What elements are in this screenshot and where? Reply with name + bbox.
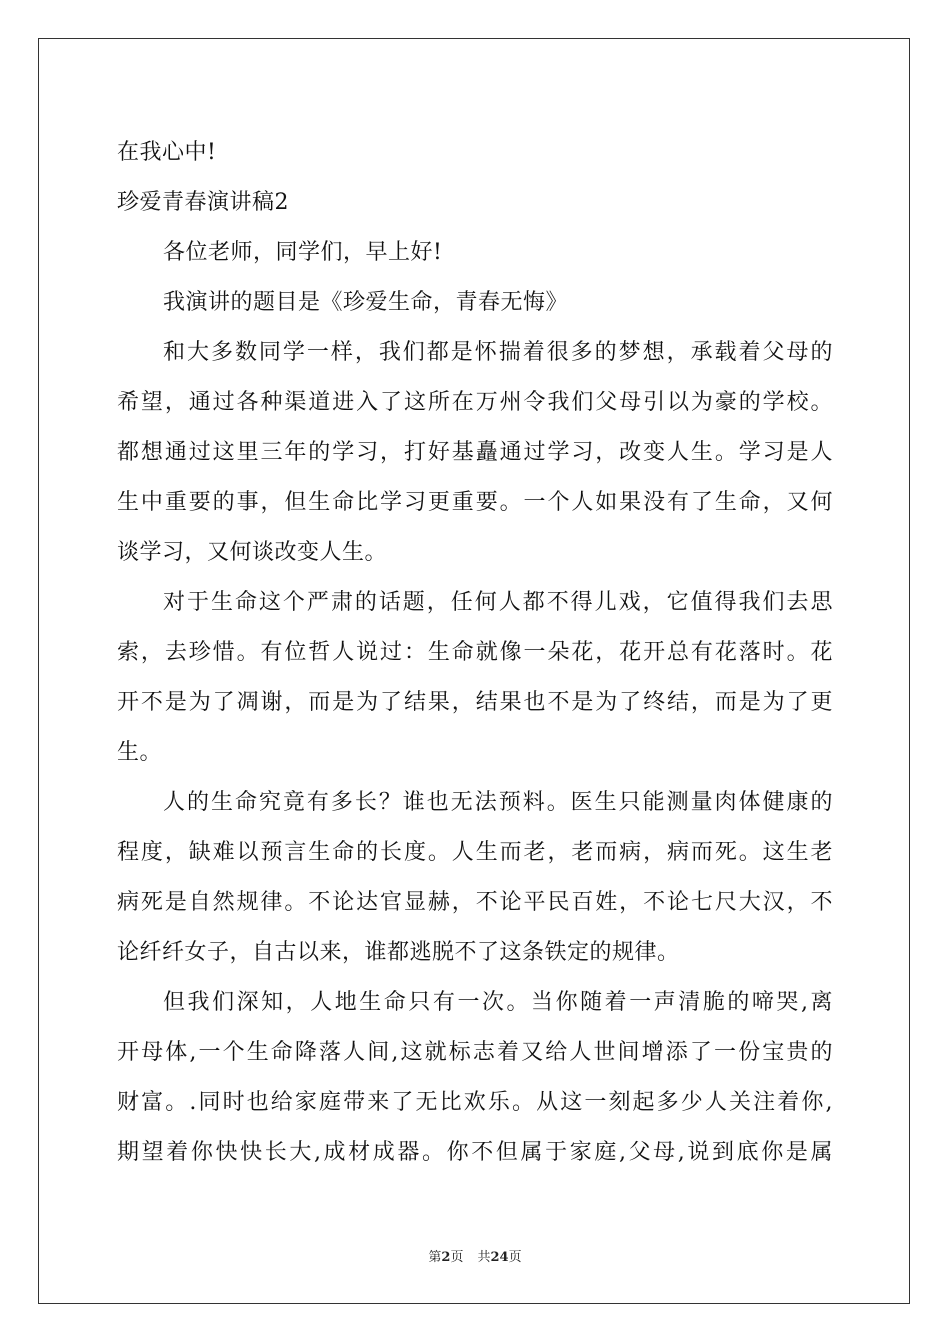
text-line: 开不是为了凋谢，而是为了结果，结果也不是为了终结，而是为了更 bbox=[117, 690, 833, 715]
text-line: 各位老师，同学们，早上好! bbox=[163, 240, 443, 265]
text-line: 人的生命究竟有多长？谁也无法预料。医生只能测量肉体健康的 bbox=[163, 790, 833, 815]
text-line: 都想通过这里三年的学习，打好基矗通过学习，改变人生。学习是人 bbox=[117, 440, 833, 465]
total-prefix: 共 bbox=[477, 1250, 491, 1265]
text-line: 财富。.同时也给家庭带来了无比欢乐。从这一刻起多少人关注着你, bbox=[117, 1090, 833, 1115]
text-line: 生。 bbox=[117, 740, 163, 765]
document-body bbox=[117, 128, 833, 1178]
text-line: 开母体,一个生命降落人间,这就标志着又给人世间增添了一份宝贵的 bbox=[117, 1040, 833, 1065]
text-line: 珍爱青春演讲稿2 bbox=[117, 190, 289, 215]
text-line: 但我们深知，人地生命只有一次。当你随着一声清脆的啼哭,离 bbox=[163, 990, 833, 1015]
total-pages: 24 bbox=[490, 1250, 509, 1265]
text-line: 论纤纤女子，自古以来，谁都逃脱不了这条铁定的规律。 bbox=[117, 940, 680, 965]
text-line: 病死是自然规律。不论达官显赫，不论平民百姓，不论七尺大汉，不 bbox=[117, 890, 833, 915]
text-line: 索，去珍惜。有位哲人说过：生命就像一朵花，花开总有花落时。花 bbox=[117, 640, 833, 665]
text-line: 希望，通过各种渠道进入了这所在万州令我们父母引以为豪的学校。 bbox=[117, 390, 833, 415]
page-prefix: 第 bbox=[428, 1250, 442, 1265]
text-line: 我演讲的题目是《珍爱生命，青春无悔》 bbox=[163, 290, 569, 315]
text-line: 在我心中! bbox=[117, 140, 217, 165]
text-line: 期望着你快快长大,成材成器。你不但属于家庭,父母,说到底你是属 bbox=[117, 1140, 833, 1165]
text-line: 程度，缺难以预言生命的长度。人生而老，老而病，病而死。这生老 bbox=[117, 840, 833, 865]
text-line: 生中重要的事，但生命比学习更重要。一个人如果没有了生命，又何 bbox=[117, 490, 833, 515]
page-suffix: 页 bbox=[450, 1250, 464, 1265]
page-footer bbox=[0, 1246, 950, 1265]
text-line: 和大多数同学一样，我们都是怀揣着很多的梦想，承载着父母的 bbox=[163, 340, 833, 365]
text-line: 谈学习，又何谈改变人生。 bbox=[117, 540, 388, 565]
text-line: 对于生命这个严肃的话题，任何人都不得儿戏，它值得我们去思 bbox=[163, 590, 833, 615]
total-suffix: 页 bbox=[508, 1250, 522, 1265]
page-number: 2 bbox=[441, 1250, 451, 1265]
